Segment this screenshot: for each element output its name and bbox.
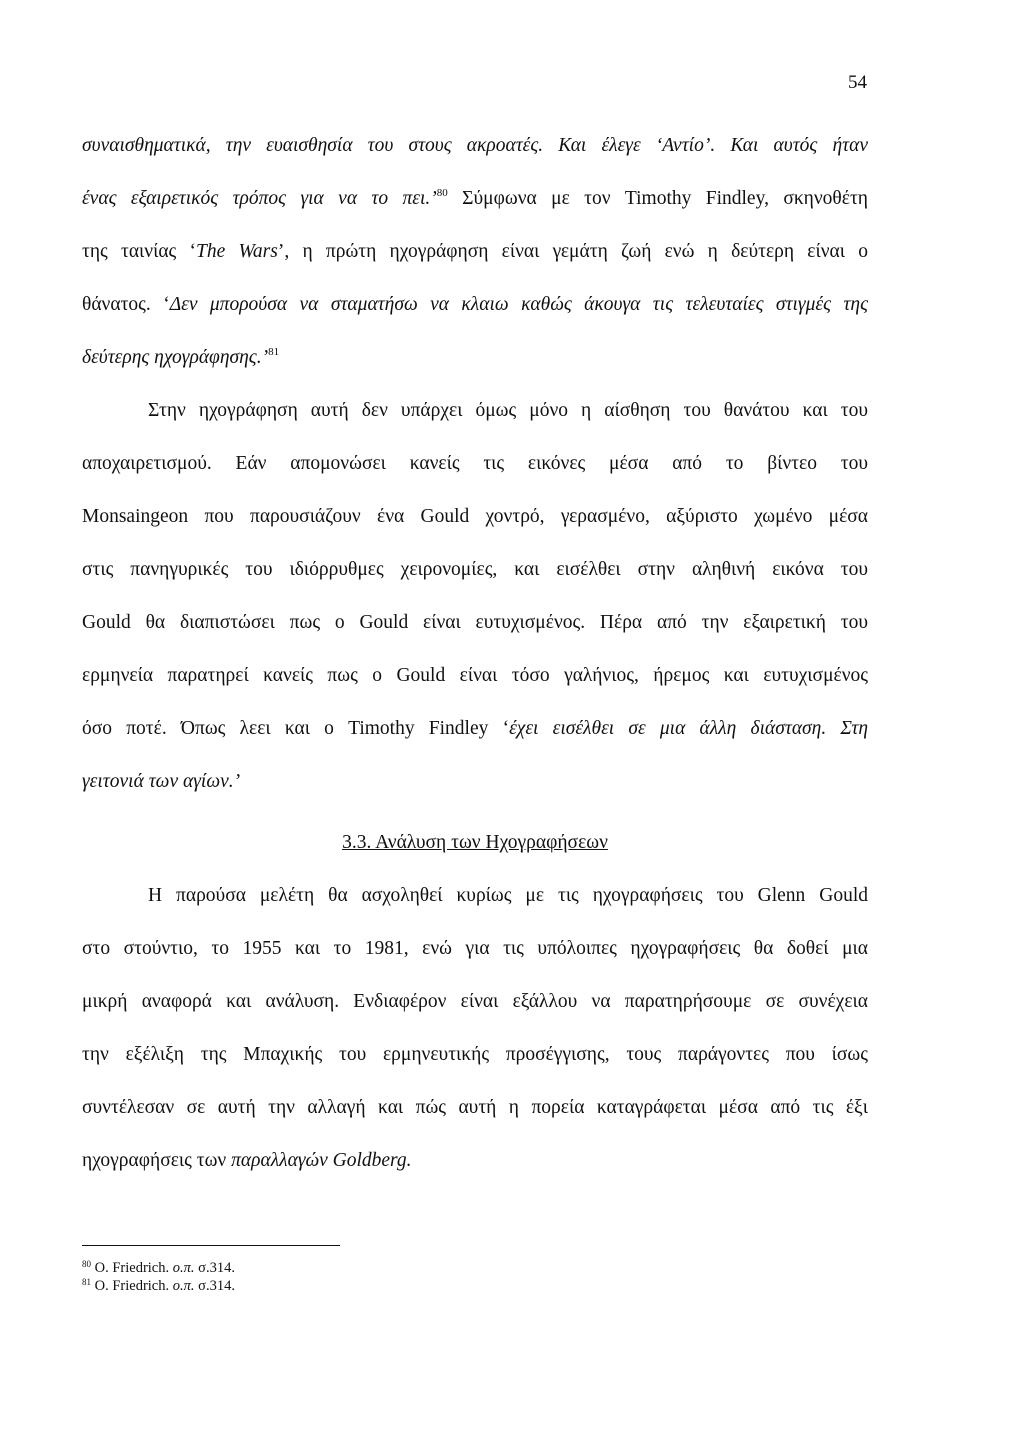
- footnote-text: σ.314.: [194, 1260, 235, 1276]
- paragraph-2-line-1: Στην ηχογράφηση αυτή δεν υπάρχει όμως μόνο η αίσθηση του θανάτου και του: [148, 400, 868, 421]
- quote-text: γειτονιά των αγίων.’: [82, 771, 241, 792]
- paragraph-1-line-4: [82, 292, 868, 318]
- body-text: της ταινίας ‘: [82, 241, 196, 262]
- paragraph-3-line-1: Η παρούσα μελέτη θα ασχοληθεί κυρίως με τις ηχογραφήσεις του Glenn Gould: [148, 885, 868, 906]
- footnote-abbrev: ο.π.: [172, 1278, 195, 1294]
- body-text: θάνατος. ‘: [82, 294, 170, 315]
- section-heading: [82, 830, 868, 856]
- quote-text: Δεν μπορούσα να σταματήσω να κλαιω καθώς άκουγα τις τελευταίες στιγμές της: [169, 294, 868, 315]
- paragraph-2-line-6: ερμηνεία παρατηρεί κανείς πως ο Gould είναι τόσο γαλήνιος, ήρεμος και ευτυχισμένος: [82, 665, 868, 686]
- footnote-80: [82, 1260, 235, 1276]
- body-text: Σύμφωνα με τον Timothy Findley, σκηνοθέτη: [447, 188, 868, 209]
- paragraph-1-line-2: [82, 186, 868, 212]
- paragraph-2-line-2: αποχαιρετισμού. Εάν απομονώσει κανείς τις εικόνες μέσα από το βίντεο του: [82, 453, 868, 474]
- body-text: όσο ποτέ. Όπως λεει και ο Timothy Findley ‘: [82, 718, 510, 739]
- quote-text: συναισθηματικά, την ευαισθησία του στους ακροατές. Και έλεγε ‘Αντίο’. Και αυτός ήταν: [82, 135, 868, 156]
- paragraph-3-line-2: στο στούντιο, το 1955 και το 1981, ενώ για τις υπόλοιπες ηχογραφήσεις θα δοθεί μια: [82, 938, 868, 959]
- body-text: ’, η πρώτη ηχογράφηση είναι γεμάτη ζωή ενώ η δεύτερη είναι ο: [277, 241, 868, 262]
- footnote-ref-80[interactable]: 80: [436, 187, 448, 199]
- paragraph-3-line-6: [82, 1148, 868, 1174]
- paragraph-2-line-5: Gould θα διαπιστώσει πως ο Gould είναι ευτυχισμένος. Πέρα από την εξαιρετική του: [82, 612, 868, 633]
- paragraph-1-line-3: [82, 239, 868, 265]
- footnote-text: σ.314.: [194, 1278, 235, 1294]
- paragraph-3-line-4: την εξέλιξη της Μπαχικής του ερμηνευτικής προσέγγισης, τους παράγοντες που ίσως: [82, 1044, 868, 1065]
- paragraph-2-line-4: στις πανηγυρικές του ιδιόρρυθμες χειρονομίες, και εισέλθει στην αληθινή εικόνα του: [82, 559, 868, 580]
- footnote-separator: [82, 1245, 340, 1246]
- paragraph-2-line-3: Monsaingeon που παρουσιάζουν ένα Gould χοντρό, γερασμένο, αξύριστο χωμένο μέσα: [82, 506, 868, 527]
- paragraph-3-line-3: μικρή αναφορά και ανάλυση. Ενδιαφέρον είναι εξάλλου να παρατηρήσουμε σε συνέχεια: [82, 991, 868, 1012]
- paragraph-2-line-7: [82, 716, 868, 742]
- paragraph-1-line-1: [82, 133, 868, 159]
- paragraph-2-line-8: [82, 769, 868, 795]
- footnote-ref-81[interactable]: 81: [268, 346, 280, 358]
- quote-text: ένας εξαιρετικός τρόπος για να το πει.’: [82, 188, 437, 209]
- footnote-text: O. Friedrich.: [91, 1278, 173, 1294]
- page-number: 54: [848, 72, 867, 93]
- footnote-81: [82, 1278, 235, 1294]
- quote-text: έχει εισέλθει σε μια άλλη διάσταση. Στη: [509, 718, 868, 739]
- footnote-text: O. Friedrich.: [91, 1260, 173, 1276]
- footnote-number: 81: [82, 1277, 91, 1287]
- quote-text: δεύτερης ηχογράφησης.’: [82, 347, 269, 368]
- section-heading-text: 3.3. Ανάλυση των Ηχογραφήσεων: [342, 832, 608, 853]
- paragraph-3-line-5: συντέλεσαν σε αυτή την αλλαγή και πώς αυτή η πορεία καταγράφεται μέσα από τις έξι: [82, 1097, 868, 1118]
- paragraph-1-line-5: [82, 345, 868, 371]
- film-title: The Wars: [196, 241, 278, 262]
- footnote-abbrev: ο.π.: [172, 1260, 195, 1276]
- work-title: παραλλαγών Goldberg.: [231, 1150, 412, 1171]
- footnote-number: 80: [82, 1259, 91, 1269]
- body-text: ηχογραφήσεις των: [82, 1150, 232, 1171]
